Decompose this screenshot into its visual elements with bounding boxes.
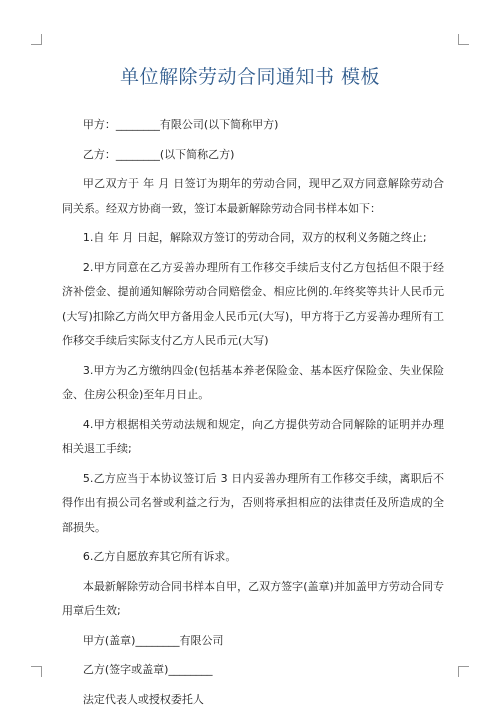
clause-2: 2.甲方同意在乙方妥善办理所有工作移交手续后支付乙方包括但不限于经济补偿金、提前通知解除劳动合同赔偿金、相应比例的.年终奖等共计人民币元(大写)扣除乙方尚欠甲方备用金人民币元(大写)，甲方将于乙方妥善办理所有工作移交手续后实际支付乙方人民币元(大写) <box>62 260 444 347</box>
clause-6: 6.乙方自愿放弃其它所有诉求。 <box>82 550 237 563</box>
document-title: 单位解除劳动合同通知书 模板 <box>119 66 381 88</box>
crop-mark-bottom-left <box>31 666 42 677</box>
crop-mark-top-right <box>458 34 469 45</box>
clause-5: 5.乙方应当于本协议签订后 3 日内妥善办理所有工作移交手续，离职后不得作出有损公司名誉或利益之行为，否则将承担相应的法律责任及所造成的全部损失。 <box>62 471 444 534</box>
crop-mark-bottom-right <box>458 666 469 677</box>
crop-mark-top-left <box>31 34 42 45</box>
document-body <box>62 113 444 717</box>
clause-1: 1.自 年 月 日起，解除双方签订的劳动合同，双方的权利义务随之终止; <box>82 231 427 244</box>
signature-party-a: 甲方(盖章)________有限公司 <box>82 633 224 647</box>
clause-4: 4.甲方根据相关劳动法规和规定，向乙方提供劳动合同解除的证明并办理相关退工手续; <box>62 417 444 455</box>
signature-party-b: 乙方(签字或盖章)________ <box>82 663 213 676</box>
legal-representative: 法定代表人或授权委托人 <box>82 692 204 706</box>
effect-paragraph: 本最新解除劳动合同书样本自甲，乙双方签字(盖章)并加盖甲方劳动合同专用章后生效; <box>62 579 444 617</box>
intro-paragraph: 甲乙双方于 年 月 日签订为期年的劳动合同，现甲乙双方同意解除劳动合同关系。经双方协商一致，签订本最新解除劳动合同书样本如下： <box>62 177 444 215</box>
party-a-line: 甲方：________有限公司(以下简称甲方) <box>82 118 279 131</box>
party-b-line: 乙方：________(以下简称乙方) <box>82 147 235 161</box>
clause-3: 3.甲方为乙方缴纳四金(包括基本养老保险金、基本医疗保险金、失业保险金、住房公积金)至年月日止。 <box>62 363 444 401</box>
